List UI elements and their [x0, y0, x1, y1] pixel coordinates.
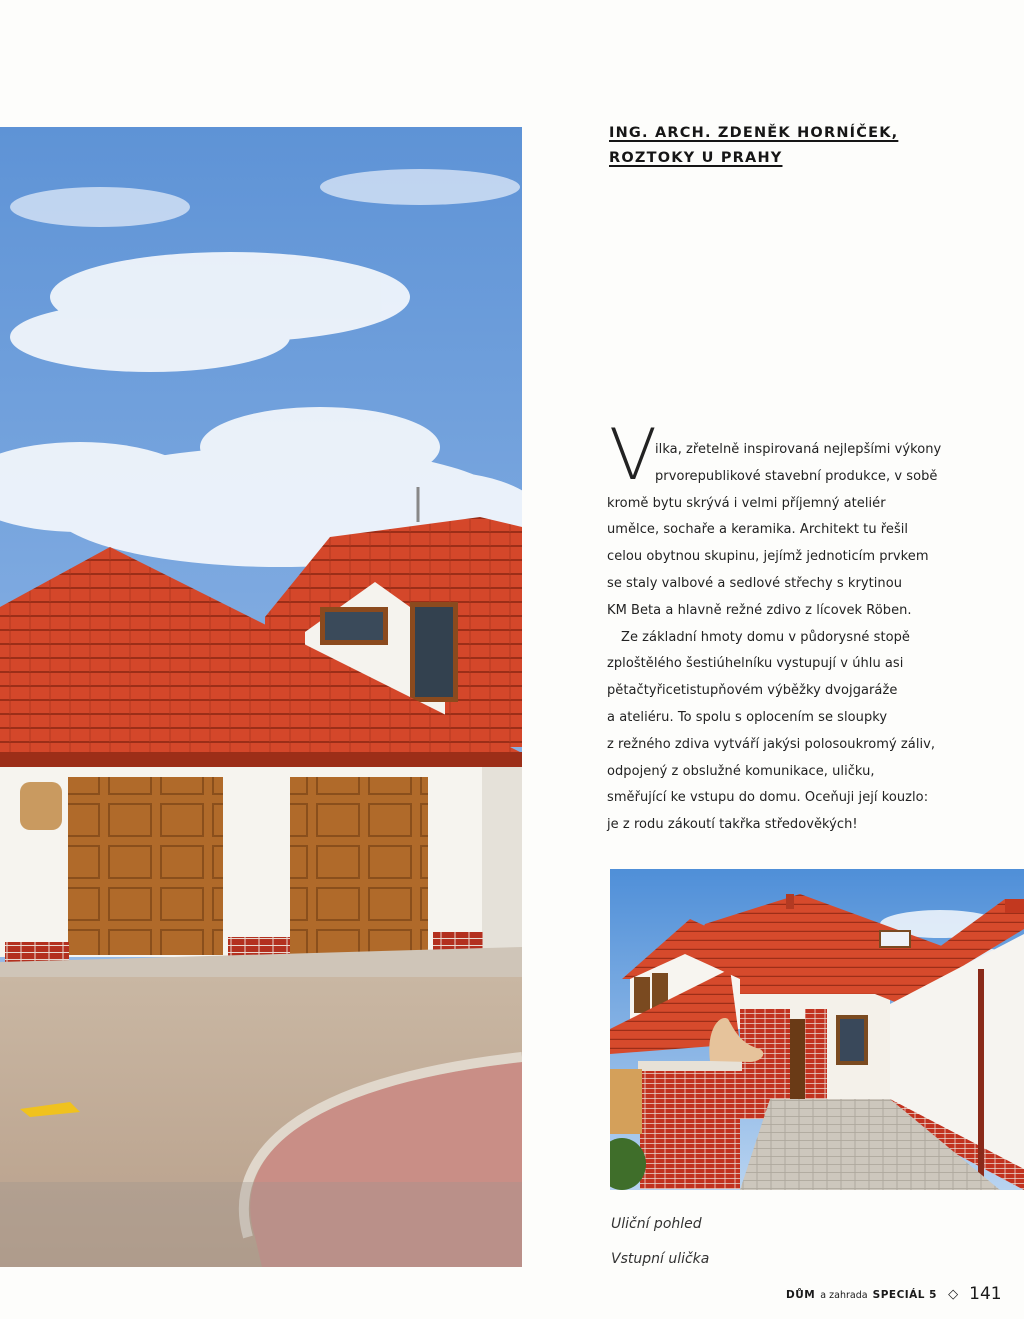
magazine-brand-small: a zahrada [820, 1290, 868, 1301]
article-line: ilka, zřetelně inspirovaná nejlepšími výkony [655, 442, 942, 457]
article-line: umělce, sochaře a keramika. Architekt tu řešil [607, 522, 909, 538]
page-footer [786, 1283, 1002, 1304]
caption-entrance-lane: Vstupní ulička [611, 1251, 710, 1267]
article-body [607, 437, 962, 839]
architect-location: ROZTOKY U PRAHY [609, 150, 783, 166]
article-line: zploštělého šestiúhelníku vystupují v úhlu asi [607, 656, 904, 672]
article-line: odpojený z obslužné komunikace, uličku, [607, 763, 875, 779]
architect-name: ING. ARCH. ZDENĚK HORNÍČEK, [609, 125, 899, 141]
article-line: celou obytnou skupinu, jejímž jednoticím prvkem [607, 549, 929, 565]
article-line: a ateliéru. To spolu s oplocením se sloupky [607, 709, 888, 725]
architect-heading [609, 121, 969, 171]
diamond-icon: ◇ [948, 1287, 959, 1302]
article-line: kromě bytu skrývá i velmi příjemný ateliér [607, 495, 886, 511]
article-line: pětačtyřicetistupňovém výběžky dvojgaráže [607, 683, 898, 699]
magazine-issue: SPECIÁL 5 [872, 1289, 937, 1301]
entrance-lane-photo [610, 869, 1024, 1190]
article-line: prvorepublikové stavební produkce, v sobě [655, 468, 938, 484]
article-line: Ze základní hmoty domu v půdorysné stopě [621, 629, 910, 645]
article-line: KM Beta a hlavně režné zdivo z lícovek Röben. [607, 602, 912, 618]
article-line: je z rodu zákoutí takřka středověkých! [607, 817, 858, 833]
house-entrance-illustration [610, 869, 1024, 1190]
street-view-photo [0, 127, 522, 1267]
house-garage-illustration [0, 127, 522, 1267]
page-number: 141 [969, 1284, 1002, 1304]
article-line: se staly valbové a sedlové střechy s krytinou [607, 575, 902, 591]
drop-cap: V [609, 414, 657, 496]
article-line: z režného zdiva vytváří jakýsi polosoukromý záliv, [607, 736, 936, 752]
caption-street-view: Uliční pohled [611, 1216, 702, 1232]
article-line: směřující ke vstupu do domu. Oceňuji její kouzlo: [607, 790, 929, 806]
magazine-brand: DŮM [786, 1289, 816, 1301]
